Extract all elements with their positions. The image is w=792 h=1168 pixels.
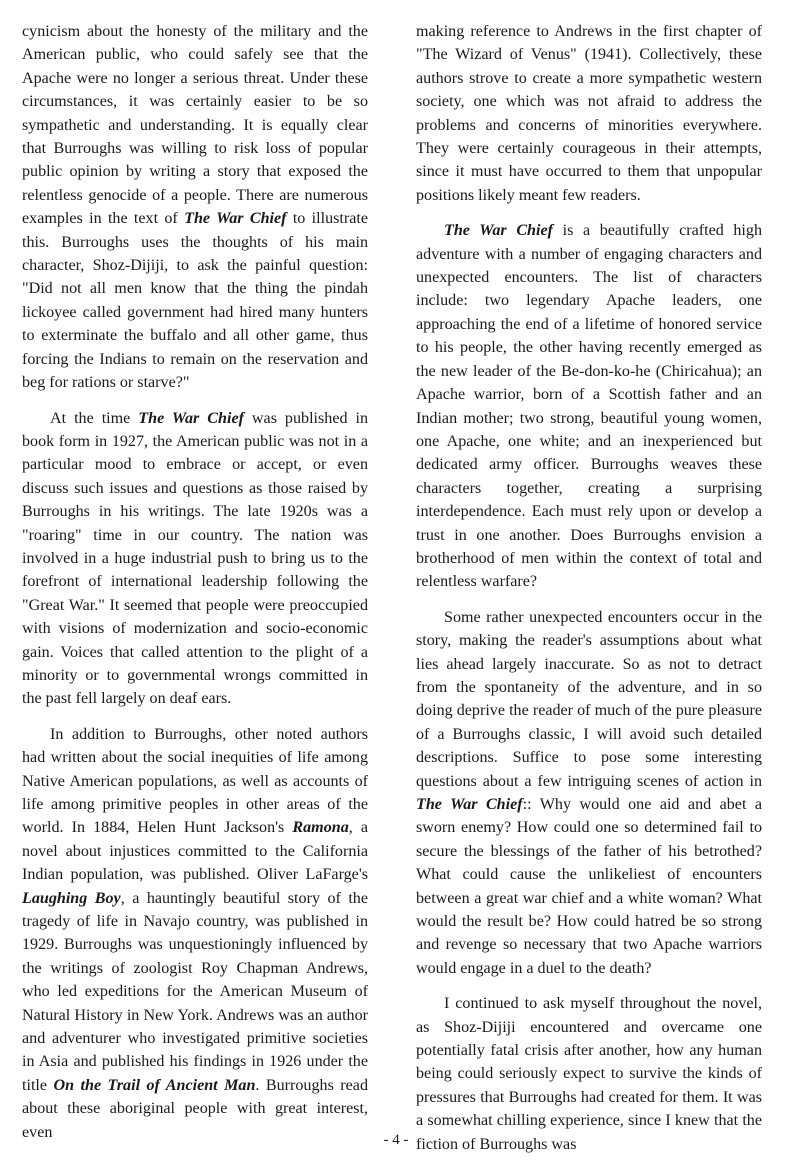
book-title: The War Chief: [416, 796, 523, 813]
text-run: At the time: [50, 409, 139, 427]
right-column: [416, 20, 762, 1168]
text-run: , a novel about injustices committed to the California Indian population, was published. Oliver LaFarge's: [22, 819, 368, 884]
paragraph: [22, 407, 368, 711]
text-run: to illustrate this. Burroughs uses the thoughts of his main character, Shoz-Dijiji, to ask the painful question: "Did not all men know that the thing the pindah lickoyee called government had hired many hunters to exterminate the buffalo and all other game, thus forcing the Indians to remain on the reservation and beg for rations or starve?": [22, 210, 368, 392]
text-run: Some rather unexpected encounters occur in the story, making the reader's assumptions about what lies ahead largely inaccurate. So as not to detract from the spontaneity of the adventure, and in so doing deprive the reader of much of the pure pleasure of a Burroughs classic, I will avoid such detailed descriptions. Suffice to pose some interesting questions about a few intriguing scenes of action in: [416, 608, 762, 790]
book-title: The War Chief: [138, 409, 244, 427]
book-title: On the Trail of Ancient Man: [53, 1076, 256, 1094]
text-run: :: Why would one aid and abet a sworn enemy? How could one so determined fail to secure the blessings of the father of his betrothed? What could cause the unlikeliest of encounters between a great war chief and a white woman? What would the result be? How could hatred be so strong and revenge so necessary that two Apache warriors would engage in a duel to the death?: [416, 796, 763, 977]
paragraph: [416, 219, 762, 594]
paragraph: [22, 723, 368, 1144]
text-run: cynicism about the honesty of the military and the American public, who could safely see that the Apache were no longer a serious threat. Under these circumstances, it was certainly easier to be so sympathetic and understanding. It is equally clear that Burroughs was willing to risk loss of popular public opinion by writing a story that exposed the relentless genocide of a people. There are numerous examples in the text of: [22, 23, 368, 228]
text-run: is a beautifully crafted high adventure with a number of engaging characters and unexpected encounters. The list of characters include: two legendary Apache leaders, one approaching the end of a lifetime of honored service to his people, the other having recently emerged as the new leader of the Be-don-ko-he (Chiricahua); an Apache warrior, born of a Scottish father and an Indian mother; two strong, beautiful young women, one Apache, one white; and an inexperienced but dedicated army officer. Burroughs weaves these characters together, creating a surprising interdependence. Each must rely upon or develop a trust in one another. Does Burroughs envision a brotherhood of men within the context of total and relentless warfare?: [416, 222, 763, 591]
left-column: [22, 20, 368, 1156]
book-title: The War Chief: [184, 210, 287, 228]
text-run: was published in book form in 1927, the American public was not in a particular mood to embrace or accept, or even discuss such issues and questions as those raised by Burroughs in his writings. The late 1920s was a "roaring" time in our country. The nation was involved in a huge industrial push to bring us to the forefront of international leadership following the "Great War." It seemed that people were preoccupied with visions of modernization and socio-economic gain. Voices that called attention to the plight of a minority or to governmental wrongs committed in the past fell largely on deaf ears.: [22, 409, 369, 708]
text-run: . Burroughs read about these aboriginal people with great interest, even: [22, 1076, 368, 1141]
paragraph: [416, 606, 762, 981]
book-title: Laughing Boy: [22, 889, 121, 907]
paragraph: [22, 20, 368, 395]
paragraph: making reference to Andrews in the first chapter of "The Wizard of Venus" (1941). Collectively, these authors strove to create a more sympathetic western society, one which was not afraid to address the problems and concerns of minorities everywhere. They were certainly courageous in their attempts, since it must have occurred to them that unpopular positions likely meant few readers.: [416, 23, 762, 204]
book-title: Ramona: [292, 819, 349, 837]
book-title: The War Chief: [444, 222, 553, 240]
text-run: In addition to Burroughs, other noted authors had written about the social inequities of life among Native American populations, as well as accounts of life among primitive peoples in other areas of the world. In 1884, Helen Hunt Jackson's: [22, 725, 368, 837]
page-number: - 4 -: [383, 1132, 409, 1148]
paragraph: I continued to ask myself throughout the novel, as Shoz-Dijiji encountered and overcame one potentially fatal crisis after another, how any human being could seriously expect to survive the kinds of pressures that Burroughs had created for them. It was a somewhat chilling experience, since I knew that the fiction of Burroughs was: [416, 995, 762, 1153]
text-run: , a hauntingly beautiful story of the tragedy of life in Navajo country, was published in 1929. Burroughs was unquestioningly influenced by the writings of zoologist Roy Chapman Andrews, who led expeditions for the American Museum of Natural History in New York. Andrews was an author and adventurer who investigated primitive societies in Asia and published his findings in 1926 under the title: [22, 889, 368, 1094]
document-page: [22, 20, 772, 1153]
